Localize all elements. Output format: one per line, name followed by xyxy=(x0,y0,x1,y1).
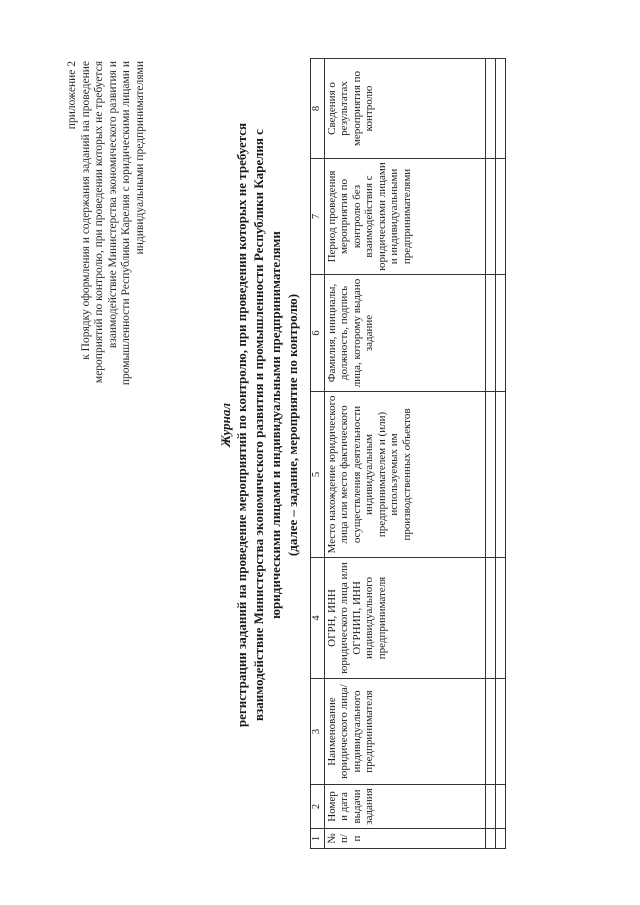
column-header-number: № п/п xyxy=(324,829,485,849)
table-cell xyxy=(495,785,505,829)
column-header-responsible-person: Фамилия, инициалы, должность, подпись лица, которому выдано задание xyxy=(324,275,485,392)
column-number: 5 xyxy=(311,392,325,558)
appendix-line: индивидуальными предпринимателями xyxy=(133,61,146,255)
column-number: 3 xyxy=(311,679,325,785)
column-header-results: Сведения о результатах мероприятия по контролю xyxy=(324,59,485,159)
journal-title xyxy=(218,65,301,785)
column-number-row xyxy=(311,59,325,849)
column-header-task-date: Номер и дата выдачи задания xyxy=(324,785,485,829)
table-cell xyxy=(495,275,505,392)
table-cell xyxy=(495,679,505,785)
table-cell xyxy=(485,59,495,159)
header-row xyxy=(324,59,485,849)
journal-title-line: (далее – задание, мероприятие по контролю) xyxy=(285,293,300,557)
table-cell xyxy=(495,558,505,679)
table-row xyxy=(495,59,505,849)
table-cell xyxy=(495,59,505,159)
table-cell xyxy=(485,159,495,275)
column-header-entity-name: Наименование юридического лица/ индивидуального предпринимателя xyxy=(324,679,485,785)
journal-table xyxy=(310,58,506,849)
journal-heading: Журнал xyxy=(218,402,233,448)
table-cell xyxy=(495,159,505,275)
journal-title-line: регистрации заданий на проведение мероприятий по контролю, при проведении которых не требуется xyxy=(234,122,249,728)
table-cell xyxy=(485,785,495,829)
column-header-location: Место нахождение юридического лица или место фактического осуществления деятельности индивидуальным предпринимателем и (или) используемых им производственных объектов xyxy=(324,392,485,558)
table-cell xyxy=(485,392,495,558)
column-header-ogrn-inn: ОГРН, ИНН юридического лица или ОГРНИП, ИНН индивидуального предпринимателя xyxy=(324,558,485,679)
journal-title-line: взаимодействие Министерства экономического развития и промышленности Республики Карелия с xyxy=(251,129,266,721)
table-cell xyxy=(495,392,505,558)
table-cell xyxy=(485,275,495,392)
table-cell xyxy=(485,829,495,849)
table-row xyxy=(485,59,495,849)
table-cell xyxy=(485,679,495,785)
column-number: 1 xyxy=(311,829,325,849)
column-number: 6 xyxy=(311,275,325,392)
column-header-period: Период проведения мероприятия по контролю без взаимодействия с юридическими лицами и индивидуальными предпринимателями xyxy=(324,159,485,275)
appendix-line: промышленности Республики Карелия с юридическими лицами и xyxy=(120,61,132,386)
table-cell xyxy=(485,558,495,679)
appendix-line: взаимодействие Министерства экономического развития и xyxy=(106,61,119,349)
appendix-line: приложение 2 xyxy=(66,61,78,130)
column-number: 2 xyxy=(311,785,325,829)
appendix-note xyxy=(66,61,147,561)
appendix-line: к Порядку оформления и содержания заданий на проведение xyxy=(79,61,92,360)
column-number: 8 xyxy=(311,59,325,159)
appendix-line: мероприятий по контролю, при проведении которых не требуется xyxy=(93,61,105,384)
column-number: 7 xyxy=(311,159,325,275)
table-cell xyxy=(495,829,505,849)
journal-title-line: юридическими лицами и индивидуальными предпринимателями xyxy=(268,231,283,619)
column-number: 4 xyxy=(311,558,325,679)
